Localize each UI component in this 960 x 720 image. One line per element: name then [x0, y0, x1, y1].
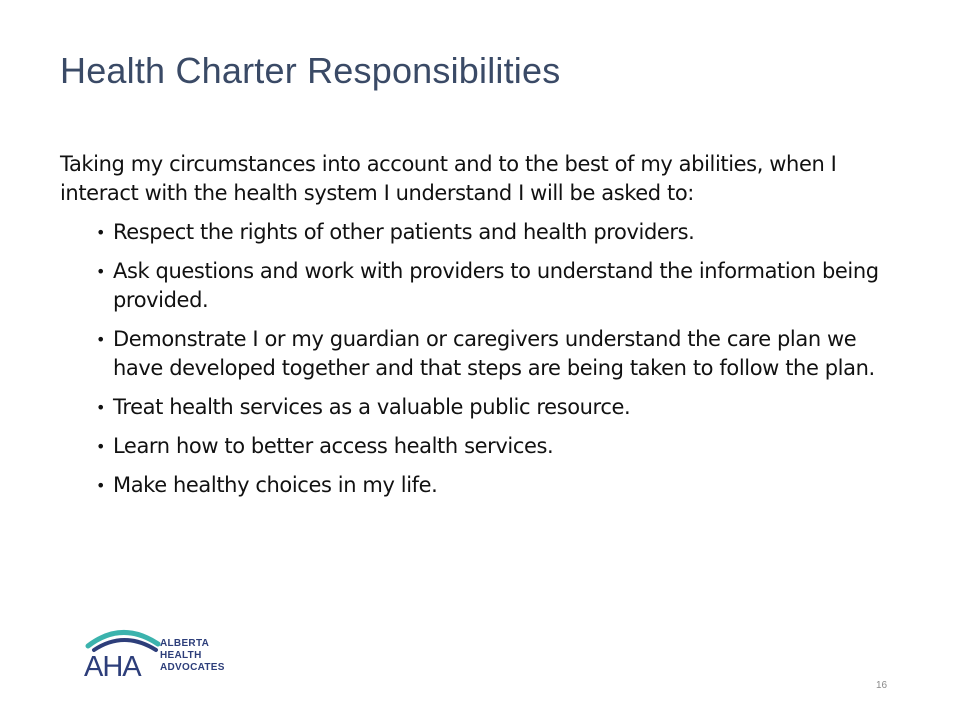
logo-wordmark: [160, 638, 225, 674]
logo-line-2: HEALTH: [160, 650, 202, 661]
list-item: [96, 218, 880, 247]
bullet-icon: •: [96, 262, 106, 281]
list-item: [96, 257, 880, 315]
aha-logo-mark-icon: [84, 620, 162, 684]
list-item: [96, 393, 880, 422]
logo-line-3: ADVOCATES: [160, 662, 225, 673]
bullet-icon: •: [96, 398, 106, 417]
bullet-icon: •: [96, 476, 106, 495]
list-item: [96, 325, 880, 383]
bullet-icon: •: [96, 330, 106, 349]
alberta-health-advocates-logo: [84, 620, 254, 684]
intro-paragraph: Taking my circumstances into account and to the best of my abilities, when I interact with the health system I understand I will be asked to:: [60, 152, 837, 205]
list-item-text: Make healthy choices in my life.: [113, 473, 438, 497]
bullet-icon: •: [96, 223, 106, 242]
slide-title: Health Charter Responsibilities: [60, 50, 561, 91]
logo-line-1: ALBERTA: [160, 638, 210, 649]
list-item-text: Respect the rights of other patients and health providers.: [113, 220, 695, 244]
list-item-text: Learn how to better access health services.: [113, 434, 554, 458]
list-item: [96, 471, 880, 500]
list-item-text: Demonstrate I or my guardian or caregivers understand the care plan we have developed together and that steps are being taken to follow the plan.: [113, 327, 875, 380]
list-item-text: Treat health services as a valuable public resource.: [113, 395, 631, 419]
responsibilities-list: [60, 218, 880, 500]
logo-abbreviation: AHA: [84, 651, 141, 683]
bullet-icon: •: [96, 437, 106, 456]
list-item-text: Ask questions and work with providers to understand the information being provided.: [113, 259, 879, 312]
page-number: 16: [876, 680, 888, 691]
slide-body: [60, 150, 880, 510]
list-item: [96, 432, 880, 461]
